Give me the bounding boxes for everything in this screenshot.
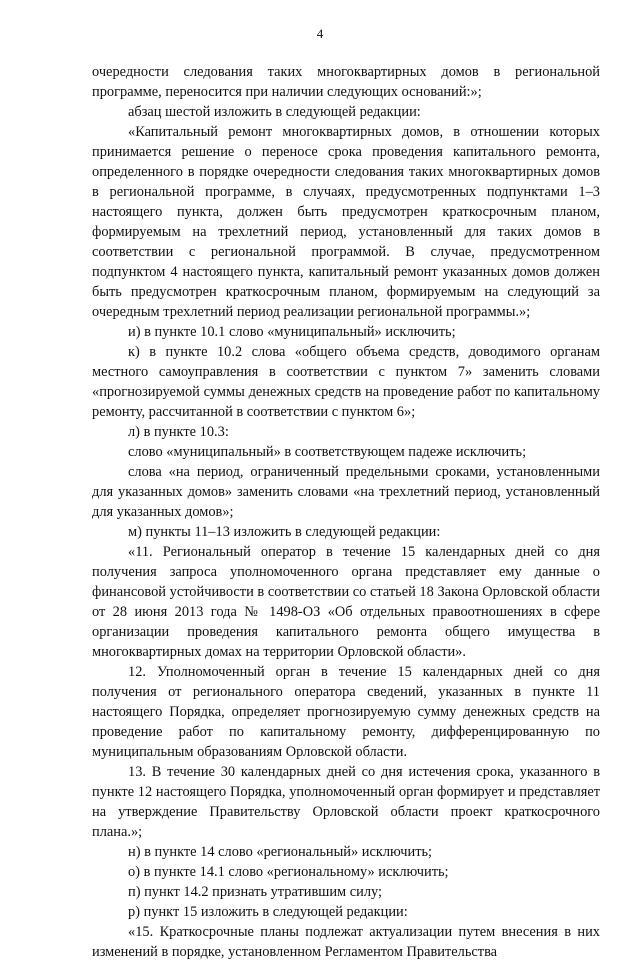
paragraph: «11. Региональный оператор в течение 15 календарных дней со дня получения запроса уполномоченного органа представляет ему данные о финансовой устойчивости в соответствии со статьей 18 Закона Орловской области от 28 июня 2013 года № 1498-ОЗ «Об отдельных правоотношениях в сфере организации проведения капитального ремонта общего имущества в многоквартирных домах на территории Орловской области».: [92, 544, 600, 660]
paragraph: 13. В течение 30 календарных дней со дня истечения срока, указанного в пункте 12 настоящего Порядка, уполномоченный орган формирует и представляет на утверждение Правительству Орловской области проект краткосрочного плана.»;: [92, 764, 600, 840]
paragraph: к) в пункте 10.2 слова «общего объема средств, доводимого органам местного самоуправления в соответствии с пунктом 7» заменить словами «прогнозируемой суммы денежных средств на проведение работ по капитальному ремонту, рассчитанной в соответствии с пунктом 6»;: [92, 344, 600, 420]
paragraph: р) пункт 15 изложить в следующей редакции:: [128, 904, 408, 920]
paragraph: н) в пункте 14 слово «региональный» исключить;: [128, 844, 433, 860]
paragraph: очередности следования таких многоквартирных домов в региональной программе, переносится при наличии следующих оснований:»;: [92, 64, 600, 100]
paragraph: о) в пункте 14.1 слово «региональному» исключить;: [128, 864, 449, 880]
paragraph: абзац шестой изложить в следующей редакции:: [128, 104, 421, 120]
paragraph: л) в пункте 10.3:: [128, 424, 229, 440]
paragraph: слово «муниципальный» в соответствующем падеже исключить;: [128, 444, 527, 460]
paragraph: «Капитальный ремонт многоквартирных домов, в отношении которых принимается решение о переносе срока проведения капитального ремонта, определенного в порядке очередности следования таких многоквартирных домов в региональной программе, в случаях, предусмотренных подпунктами 1–3 настоящего пункта, должен быть предусмотрен краткосрочным планом, формируемым на трехлетний период, установленный для таких домов в соответствии с региональной программой. В случае, предусмотренном подпунктом 4 настоящего пункта, капитальный ремонт указанных домов должен быть предусмотрен краткосрочным планом, формируемым на следующий за очередным трехлетний период реализации региональной программы.»;: [92, 124, 600, 320]
paragraph: и) в пункте 10.1 слово «муниципальный» исключить;: [128, 324, 456, 340]
paragraph: 12. Уполномоченный орган в течение 15 календарных дней со дня получения от регионального оператора сведений, указанных в пункте 11 настоящего Порядка, определяет прогнозируемую сумму денежных средств на проведение работ по капитальному ремонту, дифференцированную по муниципальным образованиям Орловской области.: [92, 664, 600, 760]
paragraph: слова «на период, ограниченный предельными сроками, установленными для указанных домов» заменить словами «на трехлетний период, установленный для указанных домов»;: [92, 464, 600, 520]
document-body: [92, 62, 600, 962]
page-number: 4: [316, 26, 324, 41]
paragraph: м) пункты 11–13 изложить в следующей редакции:: [128, 524, 441, 540]
paragraph: «15. Краткосрочные планы подлежат актуализации путем внесения в них изменений в порядке, установленном Регламентом Правительства: [92, 924, 600, 960]
paragraph: п) пункт 14.2 признать утратившим силу;: [128, 884, 383, 900]
